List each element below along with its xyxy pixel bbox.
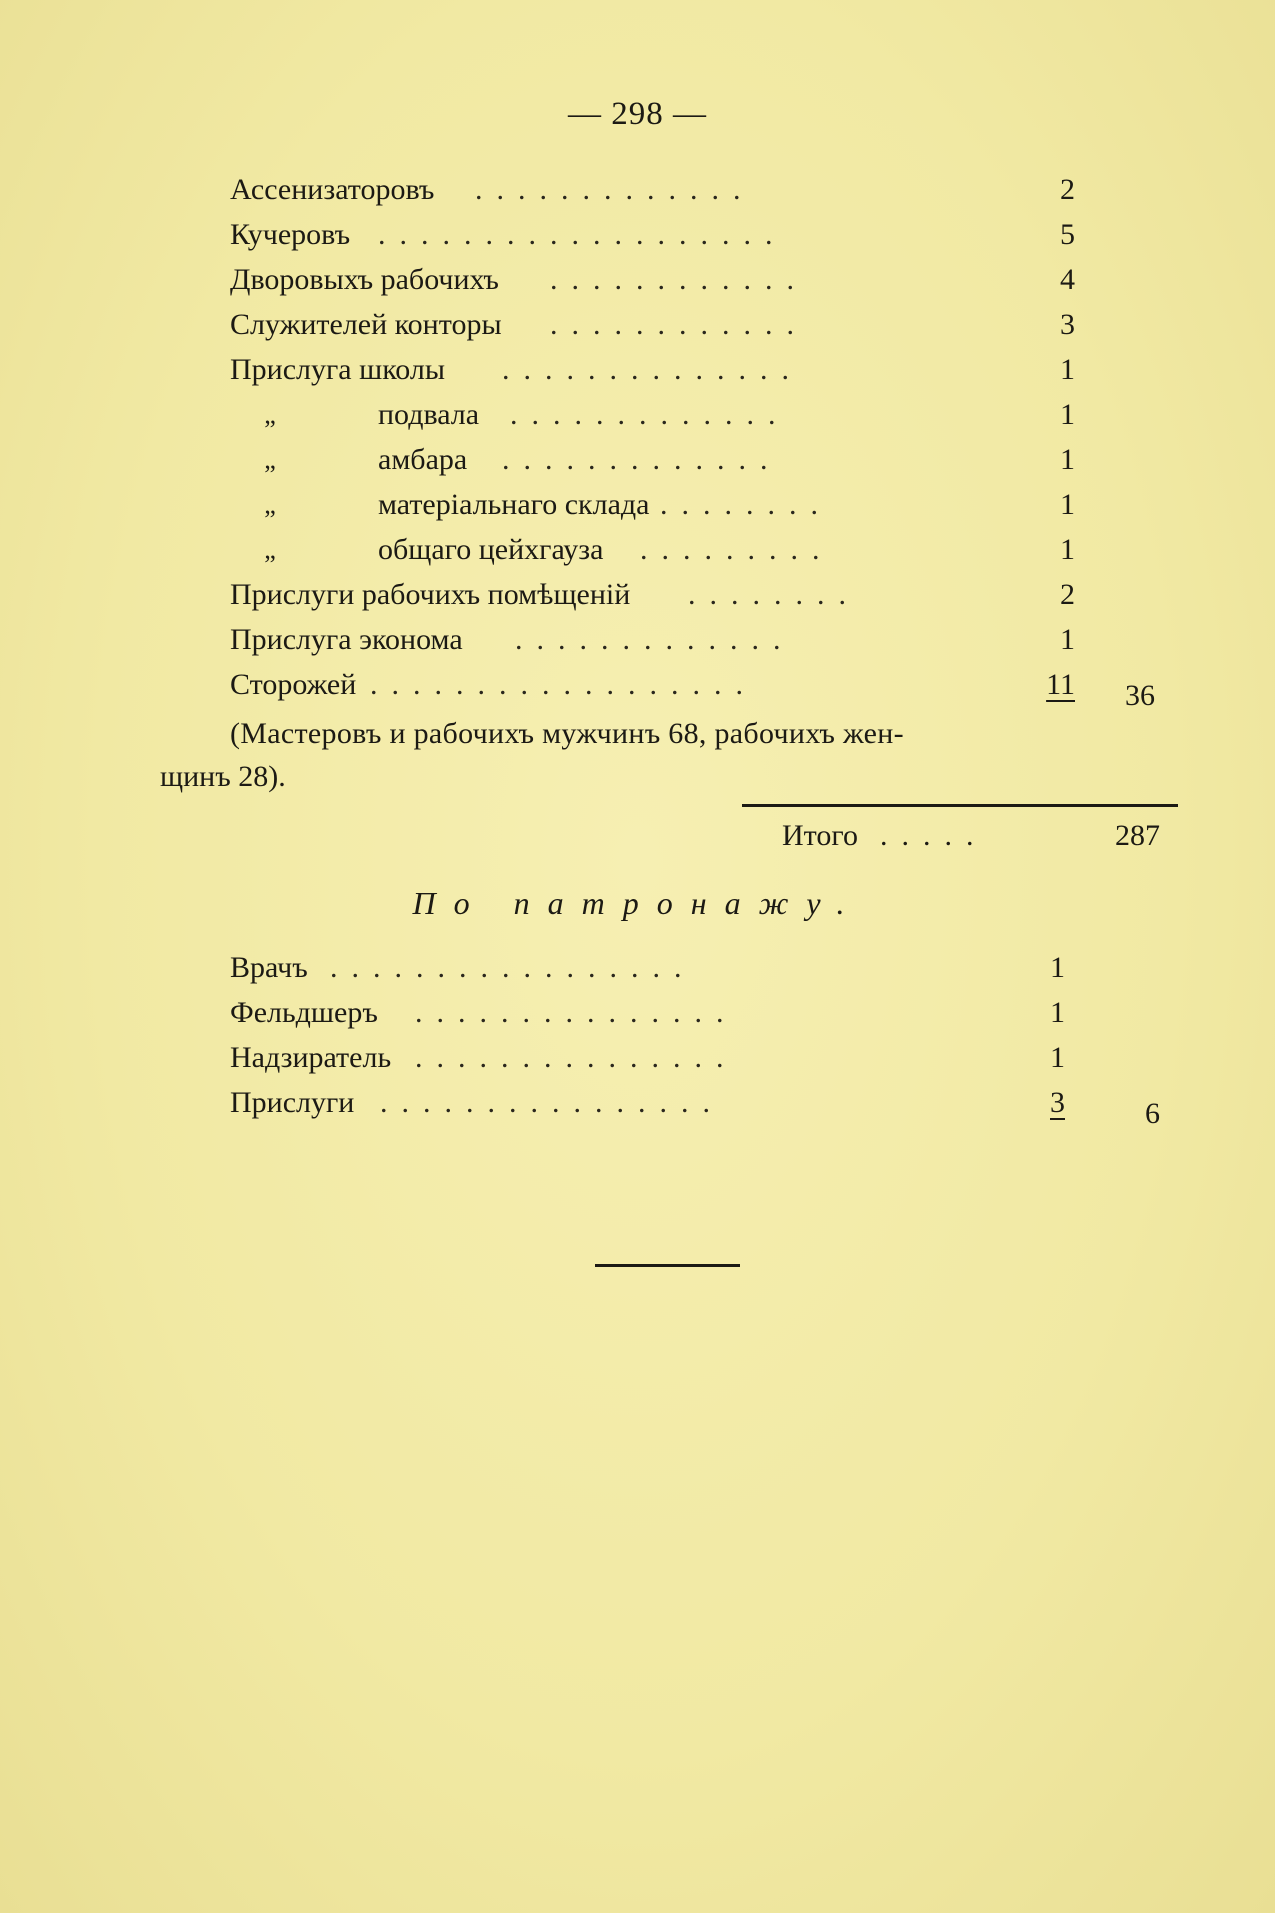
item-label: общаго цейхгауза [378, 533, 604, 566]
item-count: 1 [1060, 443, 1075, 476]
section-subtotal: 36 [1125, 679, 1155, 712]
workers-note [160, 712, 1060, 798]
item-count: 1 [1060, 533, 1075, 566]
item-label: Врачъ [230, 951, 308, 984]
item-label: Сторожей [230, 668, 357, 701]
leader-dots: ............... [415, 996, 738, 1029]
item-count: 2 [1060, 578, 1075, 611]
list-item [230, 395, 1075, 435]
item-label: Дворовыхъ рабочихъ [230, 263, 499, 296]
item-label: подвала [378, 398, 480, 431]
leader-dots: ........ [660, 488, 832, 521]
ditto-mark: „ [264, 400, 276, 429]
item-label: Прислуги [230, 1086, 355, 1119]
list-item [230, 1038, 1075, 1078]
leader-dots: ............. [515, 623, 795, 656]
item-count: 1 [1060, 623, 1075, 656]
section-heading: По патронажу. [412, 885, 863, 921]
total-rule [742, 804, 1178, 807]
ditto-mark: „ [264, 490, 276, 519]
leader-dots: ................ [380, 1086, 724, 1119]
list-item [230, 993, 1075, 1033]
list-item [230, 350, 1075, 390]
item-count: 4 [1060, 263, 1075, 296]
item-count: 11 [1046, 668, 1075, 701]
list-item [230, 620, 1075, 660]
leader-dots: ........ [688, 578, 860, 611]
leader-dots: ............. [502, 443, 782, 476]
ditto-mark: „ [264, 445, 276, 474]
item-count: 1 [1050, 951, 1065, 984]
leader-dots: ............. [510, 398, 790, 431]
page-number: — 298 — [568, 96, 707, 132]
leader-dots: ................... [378, 218, 787, 251]
total-label: Итого [782, 819, 858, 852]
item-count: 1 [1050, 996, 1065, 1029]
list-item [230, 305, 1075, 345]
total-row [770, 816, 1170, 856]
item-label: амбара [378, 443, 468, 476]
section-subtotal: 6 [1145, 1097, 1160, 1130]
item-label: Прислуга школы [230, 353, 446, 386]
ditto-mark: „ [264, 535, 276, 564]
list-item [230, 665, 1075, 705]
item-count: 1 [1060, 353, 1075, 386]
item-label: Служителей конторы [230, 308, 502, 341]
item-label: Прислуга эконома [230, 623, 463, 656]
item-count: 3 [1060, 308, 1075, 341]
leader-dots: ............. [475, 173, 755, 206]
item-count: 1 [1060, 398, 1075, 431]
leader-dots: ............ [550, 263, 808, 296]
list-item [230, 440, 1075, 480]
list-item [230, 485, 1075, 525]
leader-dots: .................. [370, 668, 757, 701]
leader-dots: ................. [330, 951, 696, 984]
item-count: 1 [1050, 1041, 1065, 1074]
item-label: матеріальнаго склада [378, 488, 650, 521]
leader-dots: .............. [502, 353, 803, 386]
item-count: 2 [1060, 173, 1075, 206]
item-label: Прислуги рабочихъ помѣщеній [230, 578, 631, 611]
end-rule [595, 1264, 740, 1267]
list-item [230, 530, 1075, 570]
leader-dots: ............ [550, 308, 808, 341]
item-label: Фельдшеръ [230, 996, 378, 1029]
list-item [230, 948, 1075, 988]
leader-dots: ............... [415, 1041, 738, 1074]
item-count: 1 [1060, 488, 1075, 521]
item-count: 5 [1060, 218, 1075, 251]
item-count: 3 [1050, 1086, 1065, 1119]
leader-dots: ......... [640, 533, 834, 566]
leader-dots: ..... [880, 819, 988, 852]
note-line: щинъ 28). [160, 760, 286, 793]
note-line: (Мастеровъ и рабочихъ мужчинъ 68, рабочихъ жен- [230, 717, 904, 750]
item-label: Надзиратель [230, 1041, 392, 1074]
item-label: Кучеровъ [230, 218, 351, 251]
total-value: 287 [1115, 819, 1160, 852]
list-item [230, 575, 1075, 615]
list-item [230, 215, 1075, 255]
list-item [230, 260, 1075, 300]
list-item [230, 1083, 1075, 1123]
list-item [230, 170, 1075, 210]
item-label: Ассенизаторовъ [230, 173, 435, 206]
